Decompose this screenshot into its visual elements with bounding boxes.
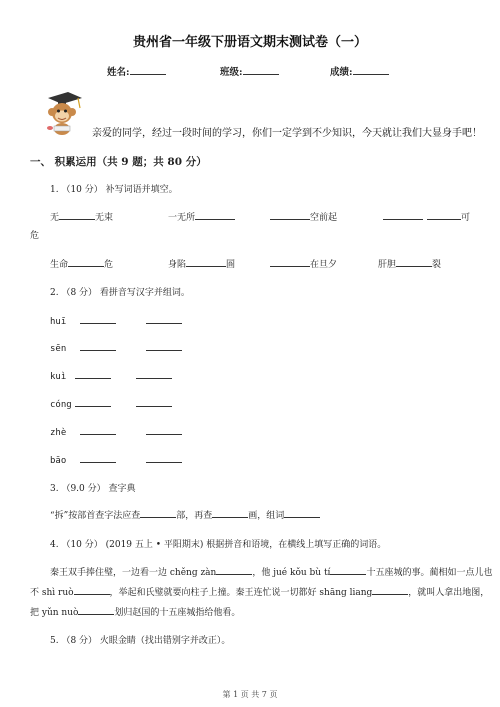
- section-heading-1: 一、 积累运用（共 9 题；共 80 分）: [30, 156, 207, 168]
- q4-line-3: [30, 605, 240, 618]
- q1-text: 生命: [50, 260, 69, 270]
- q1-text: 在旦夕: [310, 260, 338, 270]
- page-footer: 第 1 页 共 7 页: [222, 690, 278, 699]
- q4-text: ，他 jué kǒu bù tí: [252, 568, 331, 578]
- greeting-text: 亲爱的同学，经过一段时间的学习，你们一定学到不少知识，今天就让我们大显身手吧！: [92, 128, 482, 139]
- q1-item-7: [168, 257, 235, 270]
- word-blank[interactable]: [146, 341, 182, 351]
- answer-blank[interactable]: [195, 210, 235, 220]
- word-blank[interactable]: [146, 453, 182, 463]
- name-blank[interactable]: [130, 65, 166, 75]
- monkey-graduate-icon: [38, 88, 86, 136]
- page-title: 贵州省一年级下册语文期末测试卷（一）: [132, 35, 367, 50]
- q4-text: ，举起和氏璧就要向柱子上撞。秦王连忙说一切都好 shāng liang: [109, 588, 373, 598]
- name-label: 姓名:: [107, 67, 130, 78]
- q1-item-5-wrap: 危: [30, 231, 40, 241]
- answer-blank[interactable]: [78, 605, 114, 615]
- q4-text: 十五座城的事。蔺相如一点儿也: [366, 568, 493, 578]
- class-label: 班级:: [220, 67, 243, 78]
- answer-blank[interactable]: [330, 565, 366, 575]
- char-blank[interactable]: [80, 453, 116, 463]
- name-field: [107, 64, 166, 78]
- pinyin-label: cóng: [50, 400, 72, 410]
- q3-text: “拆”按部首查字法应查: [50, 511, 141, 521]
- pinyin-label: bāo: [50, 456, 67, 466]
- q1-text: 无: [50, 213, 60, 223]
- pinyin-row-5: [50, 425, 182, 438]
- q1-item-9: [378, 257, 441, 270]
- score-label: 成绩:: [330, 67, 353, 78]
- score-field: [330, 64, 389, 78]
- q1-item-5: [427, 210, 470, 223]
- answer-blank[interactable]: [383, 210, 423, 220]
- q1-item-2: [168, 210, 235, 223]
- question-2-heading: 2. （8 分） 看拼音写汉字并组词。: [50, 288, 190, 298]
- question-3-heading: 3. （9.0 分） 查字典: [50, 484, 136, 494]
- q1-text: 身陷: [168, 260, 187, 270]
- pinyin-label: sēn: [50, 344, 67, 354]
- char-blank[interactable]: [80, 425, 116, 435]
- q4-line-2: [30, 585, 489, 598]
- answer-blank[interactable]: [68, 257, 104, 267]
- answer-blank[interactable]: [74, 585, 110, 595]
- char-blank[interactable]: [75, 369, 111, 379]
- q4-line-1: [50, 565, 492, 578]
- char-blank[interactable]: [80, 341, 116, 351]
- q1-item-6: [50, 257, 113, 270]
- q3-body: [50, 508, 320, 521]
- question-4-heading: 4. （10 分） (2019 五上 • 平阳期末) 根据拼音和语境，在横线上填写正确的词语。: [50, 540, 387, 550]
- answer-blank[interactable]: [396, 257, 432, 267]
- pinyin-label: zhè: [50, 428, 67, 438]
- q4-text: ，就叫人拿出地图，: [408, 588, 490, 598]
- q1-text: 无束: [95, 213, 114, 223]
- question-1-heading: 1. （10 分） 补写词语并填空。: [50, 185, 178, 195]
- q4-text: 把 yǔn nuò: [30, 608, 79, 618]
- q1-text: 可: [461, 213, 471, 223]
- char-blank[interactable]: [75, 397, 111, 407]
- answer-blank[interactable]: [216, 565, 252, 575]
- char-blank[interactable]: [80, 314, 116, 324]
- q1-text: 危: [104, 260, 114, 270]
- word-blank[interactable]: [136, 397, 172, 407]
- word-blank[interactable]: [146, 314, 182, 324]
- q1-text: 肝胆: [378, 260, 397, 270]
- stroke-blank[interactable]: [212, 508, 248, 518]
- q1-item-3: [270, 210, 337, 223]
- q1-text: 裂: [432, 260, 442, 270]
- q3-text: 部，再查: [176, 511, 213, 521]
- pinyin-row-6: [50, 453, 182, 466]
- question-5-heading: 5. （8 分） 火眼金睛（找出错别字并改正）。: [50, 636, 231, 646]
- q3-text: 画，组词: [248, 511, 285, 521]
- q1-text: 一无所: [168, 213, 196, 223]
- answer-blank[interactable]: [270, 210, 310, 220]
- class-blank[interactable]: [243, 65, 279, 75]
- q1-item-1: [50, 210, 113, 223]
- score-blank[interactable]: [353, 65, 389, 75]
- answer-blank[interactable]: [427, 210, 461, 220]
- answer-blank[interactable]: [270, 257, 310, 267]
- q1-text: 空前起: [310, 213, 338, 223]
- word-blank[interactable]: [284, 508, 320, 518]
- q1-text: 圄: [226, 260, 236, 270]
- q1-item-4: [383, 210, 423, 223]
- word-blank[interactable]: [146, 425, 182, 435]
- q1-item-8: [270, 257, 337, 270]
- pinyin-row-3: [50, 369, 172, 382]
- radical-blank[interactable]: [140, 508, 176, 518]
- q4-text: 划归赵国的十五座城指给他看。: [114, 608, 241, 618]
- pinyin-label: kuì: [50, 372, 67, 382]
- class-field: [220, 64, 279, 78]
- answer-blank[interactable]: [372, 585, 408, 595]
- q4-text: 秦王双手捧住璧，一边看一边 chěng zàn: [50, 568, 217, 578]
- answer-blank[interactable]: [186, 257, 226, 267]
- pinyin-row-2: [50, 341, 182, 354]
- word-blank[interactable]: [136, 369, 172, 379]
- q4-text: 不 shì ruò: [30, 588, 74, 598]
- pinyin-row-4: [50, 397, 172, 410]
- pinyin-label: huī: [50, 317, 67, 327]
- pinyin-row-1: [50, 314, 182, 327]
- answer-blank[interactable]: [59, 210, 95, 220]
